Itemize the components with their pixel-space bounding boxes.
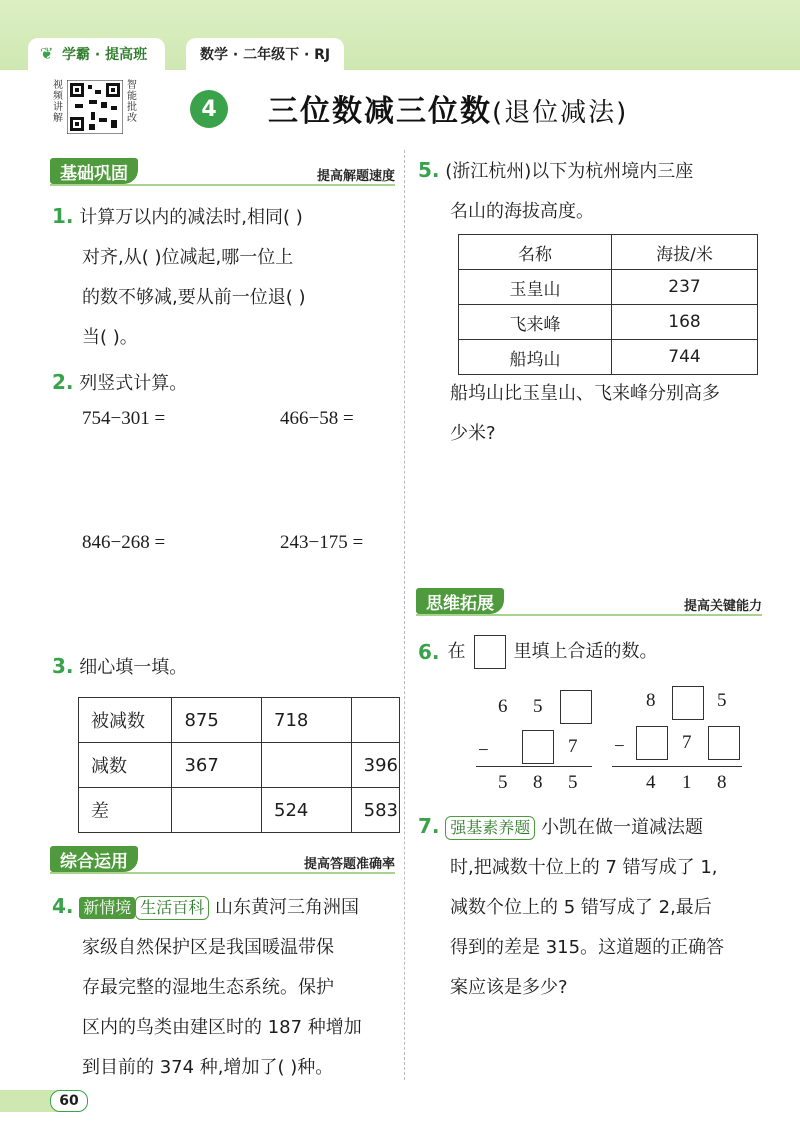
answer-box[interactable] <box>708 726 740 760</box>
q6l-top-d2: 5 <box>533 696 543 717</box>
table-row <box>79 743 400 788</box>
q5-question-line2: 少米? <box>450 423 496 444</box>
answer-box[interactable] <box>636 726 668 760</box>
table-cell: 减数 <box>79 743 172 788</box>
table-header-cell: 名称 <box>459 235 612 270</box>
table-cell: 744 <box>612 340 758 375</box>
table-cell: 被减数 <box>79 698 172 743</box>
q6-number: 6. <box>418 640 440 664</box>
section-thinking-note: 提高关键能力 <box>683 599 762 614</box>
table-header-row <box>459 235 758 270</box>
q6l-minus: − <box>478 740 489 761</box>
table-cell: 船坞山 <box>459 340 612 375</box>
answer-box[interactable] <box>672 686 704 720</box>
q7-line3: 减数个位上的 5 错写成了 2,最后 <box>450 897 712 918</box>
q6l-mid-digit: 7 <box>568 736 578 757</box>
table-header-cell: 海拔/米 <box>612 235 758 270</box>
q6-text-before: 在 <box>447 641 466 662</box>
q4-line2: 家级自然保护区是我国暖温带保 <box>82 937 334 958</box>
lesson-title-main: 三位数减三位数 <box>268 94 492 129</box>
section-comprehensive-note: 提高答题准确率 <box>303 857 395 872</box>
table-cell: 差 <box>79 788 172 833</box>
q5-line2: 名山的海拔高度。 <box>450 201 594 222</box>
answer-box[interactable] <box>560 690 592 724</box>
q6r-res-d3: 8 <box>717 772 727 793</box>
table-row <box>79 698 400 743</box>
section-comprehensive-label: 综合运用 <box>50 846 138 872</box>
lesson-number-badge: 4 <box>190 90 228 128</box>
q6l-res-d3: 5 <box>568 772 578 793</box>
table-row <box>459 305 758 340</box>
q5-table <box>458 234 758 375</box>
sprout-icon: ❦ <box>40 44 54 63</box>
q4-number: 4. <box>52 894 74 918</box>
section-comprehensive-underline <box>50 872 395 874</box>
q7-line5: 案应该是多少? <box>450 977 568 998</box>
table-cell: 583 <box>351 788 399 833</box>
table-cell[interactable] <box>351 698 399 743</box>
table-cell: 玉皇山 <box>459 270 612 305</box>
q7-line1: 小凯在做一道减法题 <box>541 817 703 838</box>
brand-tab <box>28 38 165 70</box>
qr-code-icon <box>67 80 123 134</box>
qr-left-label: 视频讲解 <box>53 80 63 124</box>
q5-question <box>450 374 780 454</box>
table-row <box>79 788 400 833</box>
page-number: 60 <box>50 1090 88 1112</box>
section-thinking-header <box>416 588 762 616</box>
q7-tag: 强基素养题 <box>445 816 535 840</box>
question-5 <box>418 150 778 232</box>
q6r-mid-digit: 7 <box>682 732 692 753</box>
section-comprehensive-header <box>50 846 395 874</box>
question-1 <box>52 196 402 358</box>
lesson-subtitle: (退位减法) <box>492 98 629 128</box>
question-7 <box>418 806 782 1008</box>
section-thinking-underline <box>416 614 762 616</box>
q6l-res-d2: 8 <box>533 772 543 793</box>
question-6 <box>418 632 658 672</box>
column-divider <box>404 150 405 1080</box>
q1-line3: 的数不够减,要从前一位退( ) <box>82 287 306 308</box>
q7-number: 7. <box>418 814 440 838</box>
table-cell: 237 <box>612 270 758 305</box>
table-cell: 168 <box>612 305 758 340</box>
table-cell: 367 <box>172 743 262 788</box>
question-3 <box>52 646 187 688</box>
q6l-top-d1: 6 <box>498 696 508 717</box>
brand-label: 学霸 · 提高班 <box>62 47 148 63</box>
q7-line4: 得到的差是 315。这道题的正确答 <box>450 937 725 958</box>
q7-line2: 时,把减数十位上的 7 错写成了 1, <box>450 857 718 878</box>
qr-block <box>52 80 138 134</box>
q4-line5: 到目前的 374 种,增加了( )种。 <box>82 1057 334 1078</box>
q2-expr-3: 846−268 = <box>82 532 166 553</box>
q2-number: 2. <box>52 370 74 394</box>
q6l-rule <box>476 766 592 767</box>
q5-question-line1: 船坞山比玉皇山、飞来峰分别高多 <box>450 383 720 404</box>
q4-tag-encyclopedia: 生活百科 <box>135 896 209 920</box>
q6r-res-d2: 1 <box>682 772 692 793</box>
q5-number: 5. <box>418 158 440 182</box>
q2-expr-1: 754−301 = <box>82 408 166 429</box>
q1-line4: 当( )。 <box>82 327 138 348</box>
section-thinking-label: 思维拓展 <box>416 588 504 614</box>
table-cell: 875 <box>172 698 262 743</box>
q6r-res-d1: 4 <box>646 772 656 793</box>
q6r-rule <box>612 766 742 767</box>
q5-line1: (浙江杭州)以下为杭州境内三座 <box>445 161 694 182</box>
q4-line3: 存最完整的湿地生态系统。保护 <box>82 977 334 998</box>
section-basic-note: 提高解题速度 <box>316 169 395 184</box>
table-cell[interactable] <box>262 743 352 788</box>
table-cell[interactable] <box>172 788 262 833</box>
table-row <box>459 340 758 375</box>
q4-line1: 山东黄河三角洲国 <box>215 897 360 918</box>
q2-text: 列竖式计算。 <box>79 373 188 394</box>
q3-number: 3. <box>52 654 74 678</box>
q2-expr-2: 466−58 = <box>280 408 354 429</box>
q6-text-after: 里填上合适的数。 <box>513 641 658 662</box>
table-cell: 524 <box>262 788 352 833</box>
table-cell: 718 <box>262 698 352 743</box>
q3-table <box>78 697 400 833</box>
question-2 <box>52 362 187 404</box>
q6r-top-d1: 8 <box>646 690 656 711</box>
q6l-res-d1: 5 <box>498 772 508 793</box>
q1-line1: 计算万以内的减法时,相同( ) <box>79 207 303 228</box>
subject-label: 数学 · 二年级下 · RJ <box>200 47 331 63</box>
q3-text: 细心填一填。 <box>79 657 188 678</box>
q6r-top-d3: 5 <box>717 690 727 711</box>
lesson-title <box>268 86 628 130</box>
section-basic-underline <box>50 184 395 186</box>
question-4 <box>52 886 402 1088</box>
q4-line4: 区内的鸟类由建区时的 187 种增加 <box>82 1017 362 1038</box>
q1-number: 1. <box>52 204 74 228</box>
subject-tab <box>186 38 344 70</box>
q1-line2: 对齐,从( )位减起,哪一位上 <box>82 247 294 268</box>
q4-tag-new-context: 新情境 <box>79 897 135 919</box>
table-row <box>459 270 758 305</box>
table-cell: 飞来峰 <box>459 305 612 340</box>
answer-box[interactable] <box>522 730 554 764</box>
answer-box-sample <box>474 635 506 669</box>
q6r-minus: − <box>614 736 625 757</box>
section-basic-label: 基础巩固 <box>50 158 138 184</box>
section-basic-header <box>50 158 395 186</box>
q2-expr-4: 243−175 = <box>280 532 364 553</box>
table-cell: 396 <box>351 743 399 788</box>
qr-right-label: 智能批改 <box>127 80 137 124</box>
